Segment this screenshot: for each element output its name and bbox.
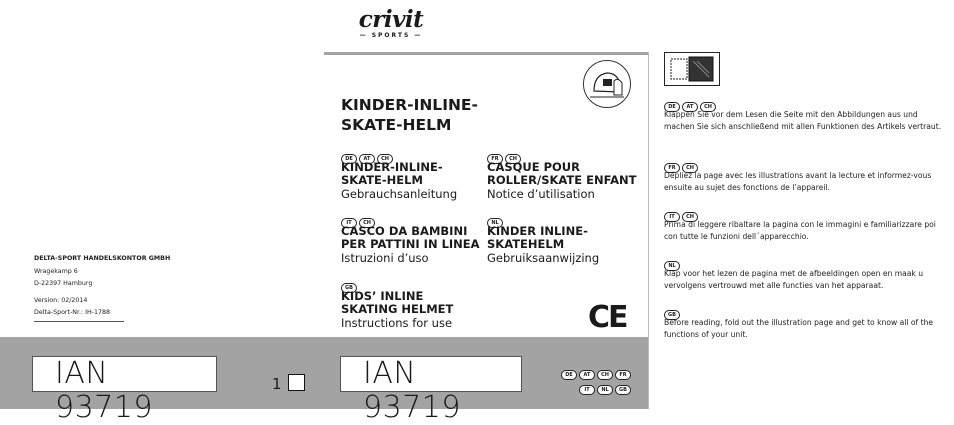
page-number: 1	[272, 375, 282, 393]
lang-title: KIDS’ INLINE	[341, 289, 424, 303]
lang-badge: CH	[597, 370, 613, 380]
lang-badge: GB	[615, 385, 631, 395]
street: Wragekamp 6	[34, 267, 78, 275]
lang-badge: IT	[579, 385, 595, 395]
lang-badge: CH	[377, 154, 393, 164]
page-box-icon	[288, 374, 305, 391]
main-title	[341, 95, 478, 135]
lang-badge: FR	[487, 154, 503, 164]
lang-badge: AT	[579, 370, 595, 380]
lang-badge: NL	[664, 261, 680, 271]
city: D-22397 Hamburg	[34, 280, 93, 287]
lang-badge: DE	[561, 370, 577, 380]
lang-title: SKATEHELM	[487, 237, 565, 251]
instruction-text: Dépliez la page avec les illustrations avant la lecture et informez-vous ensuite au sujet des fonctions de l’appareil.	[664, 171, 932, 192]
lang-subtitle: Instructions for use	[341, 316, 453, 330]
lang-pills	[664, 255, 944, 269]
lang-badge: AT	[682, 102, 698, 112]
helmet-image-icon	[583, 60, 631, 108]
lang-title: ROLLER/SKATE ENFANT	[487, 173, 637, 187]
lang-pills	[341, 212, 491, 226]
instruction-fr	[664, 157, 944, 194]
lang-badge: NL	[597, 385, 613, 395]
ian-number-left: IAN 93719	[32, 356, 217, 392]
version: Version: 02/2014	[34, 296, 88, 304]
lang-block-nl	[487, 212, 637, 265]
lang-pills	[664, 206, 944, 220]
lang-pills	[664, 304, 944, 318]
lang-pills	[664, 157, 944, 171]
instruction-text: Klappen Sie vor dem Lesen die Seite mit den Abbildungen aus und machen Sie sich anschließend mit allen Funktionen des Artikels vertraut.	[664, 110, 942, 131]
instruction-gb	[664, 304, 944, 341]
lang-title: PER PATTINI IN LINEA	[341, 237, 480, 251]
lang-pills	[341, 277, 491, 291]
lang-badge: IT	[341, 218, 357, 228]
lang-title: KINDER-INLINE-	[341, 160, 443, 174]
lang-title: CASCO DA BAMBINI	[341, 224, 468, 238]
lang-pills	[341, 148, 491, 162]
top-rule	[324, 52, 648, 55]
instruction-text: Klap voor het lezen de pagina met de afbeeldingen open en maak u vervolgens vertrouwd met alle functies van het apparaat.	[664, 269, 924, 290]
lang-badge: NL	[487, 218, 503, 228]
lang-badge: FR	[615, 370, 631, 380]
ian-number-right: IAN 93719	[340, 356, 522, 392]
lang-badge: CH	[505, 154, 521, 164]
ce-mark: CE	[588, 300, 627, 335]
instruction-it	[664, 206, 944, 243]
lang-subtitle: Gebrauchsanleitung	[341, 187, 458, 201]
lang-subtitle: Istruzioni d’uso	[341, 251, 429, 265]
lang-pills	[664, 96, 944, 110]
lang-title: KINDER INLINE-	[487, 224, 588, 238]
lang-title: CASQUE POUR	[487, 160, 580, 174]
brand-sub: — SPORTS —	[359, 32, 423, 39]
lang-subtitle: Gebruiksaanwijzing	[487, 251, 600, 265]
bottom-lang-pills	[553, 364, 633, 391]
lang-badge: CH	[700, 102, 716, 112]
lang-badge: CH	[682, 212, 698, 222]
lang-pills	[487, 148, 637, 162]
article-number: Delta-Sport-Nr.: IH-1788	[34, 309, 110, 316]
lang-title: SKATING HELMET	[341, 302, 454, 316]
fold-out-icon	[664, 52, 720, 86]
page-number-label	[272, 374, 305, 393]
lang-badge: CH	[682, 163, 698, 173]
lang-badge: FR	[664, 163, 680, 173]
right-page-divider	[648, 52, 649, 409]
lang-badge: GB	[341, 283, 357, 293]
lang-badge: CH	[359, 218, 375, 228]
lang-block-fr	[487, 148, 637, 201]
lang-badge: AT	[359, 154, 375, 164]
main-title-line1: KINDER-INLINE-	[341, 96, 478, 114]
lang-badge: DE	[664, 102, 680, 112]
instruction-de	[664, 96, 944, 133]
lang-block-de	[341, 148, 491, 201]
instruction-text: Before reading, fold out the illustration page and get to know all of the functions of your unit.	[664, 318, 934, 339]
main-title-line2: SKATE-HELM	[341, 116, 452, 134]
lang-badge: GB	[664, 310, 680, 320]
instruction-nl	[664, 255, 944, 292]
lang-pills	[487, 212, 637, 226]
lang-block-it	[341, 212, 491, 265]
lang-title: SKATE-HELM	[341, 173, 423, 187]
brand-logo	[356, 8, 426, 40]
lang-block-gb	[341, 277, 491, 330]
lang-badge: IT	[664, 212, 680, 222]
address-rule	[34, 321, 124, 322]
instruction-text: Prima di leggere ribaltare la pagina con le immagini e familiarizzare poi con tutte le funzioni dell´apparecchio.	[664, 220, 936, 241]
lang-badge: DE	[341, 154, 357, 164]
brand-name: crivit	[358, 6, 424, 33]
lang-subtitle: Notice d’utilisation	[487, 187, 595, 201]
address-block	[34, 253, 170, 320]
company-name: DELTA-SPORT HANDELSKONTOR GMBH	[34, 255, 171, 262]
